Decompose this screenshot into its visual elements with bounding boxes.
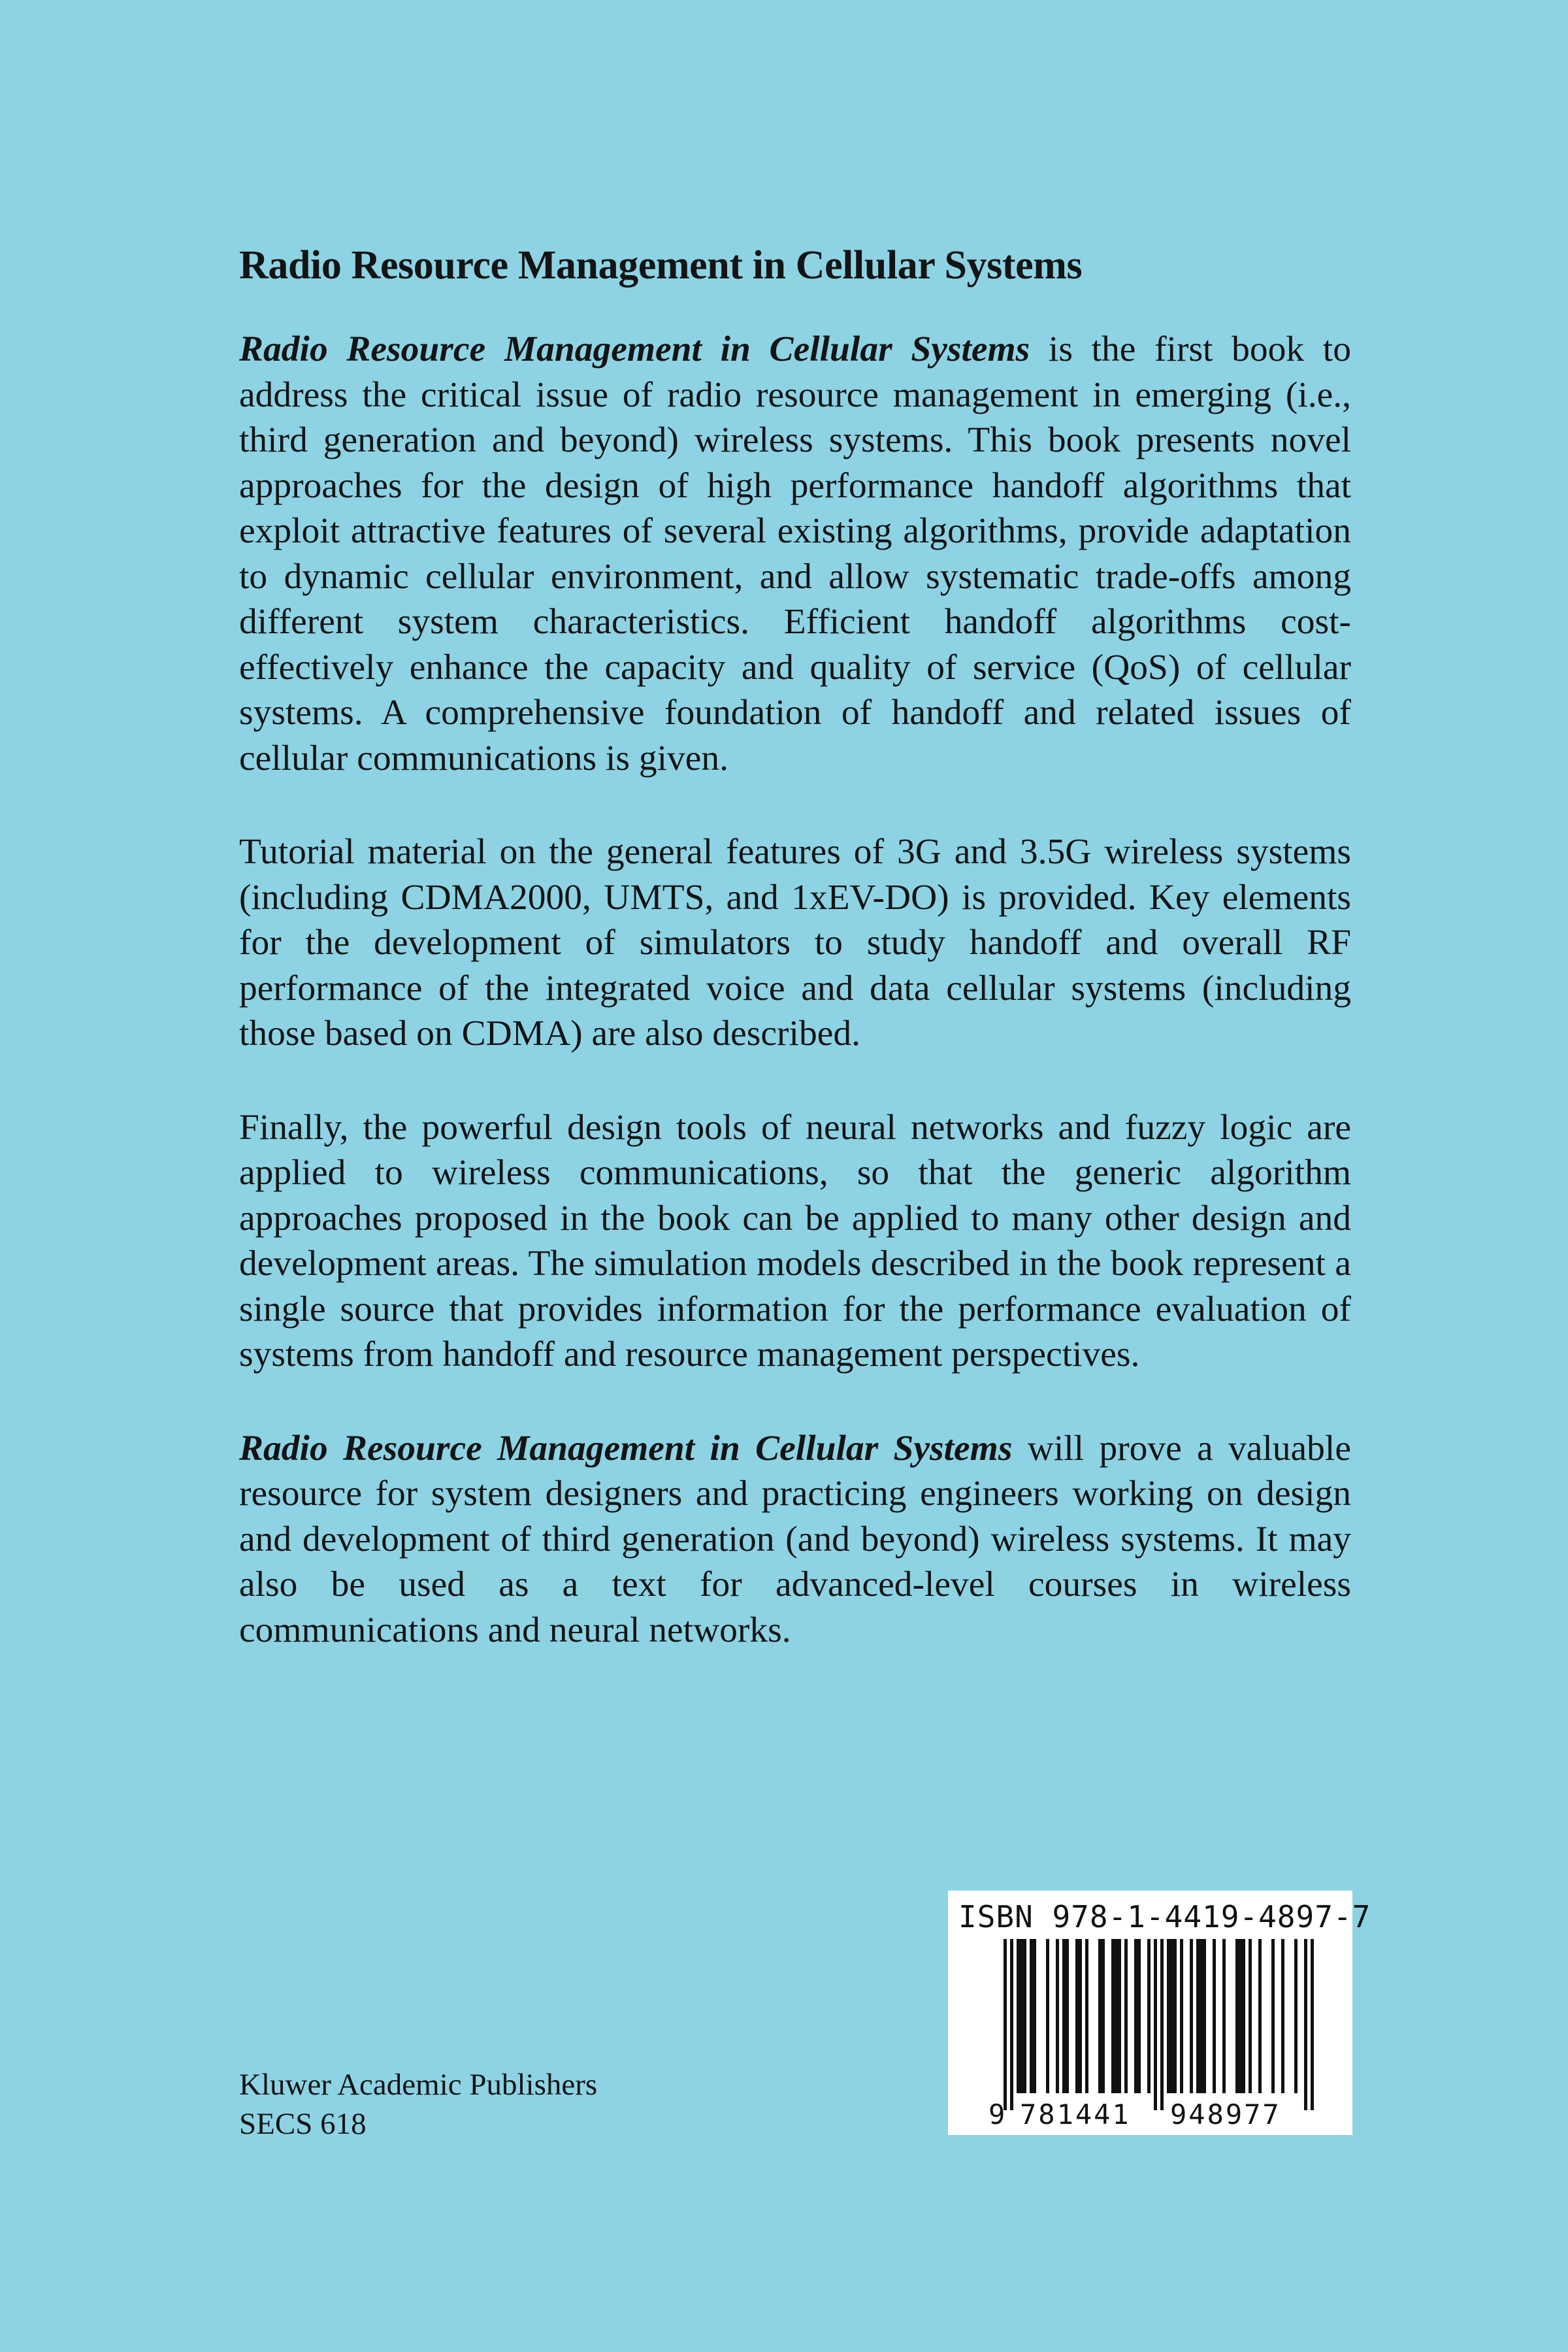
cover-text-block: [239, 243, 1351, 1701]
barcode-bar: [1098, 1939, 1102, 2093]
barcode-bar: [1258, 1939, 1262, 2093]
description-paragraph-4: [239, 1426, 1351, 1653]
barcode-bar: [1046, 1939, 1049, 2093]
publisher-info: [239, 2065, 597, 2144]
barcode-bar: [1115, 1939, 1118, 2093]
ean-right-group: 948977: [1170, 2098, 1281, 2130]
barcode-bar: [1242, 1939, 1245, 2093]
barcode-bar: [1147, 1939, 1151, 2093]
barcode-bar: [1056, 1939, 1059, 2093]
barcode-bar: [1066, 1939, 1069, 2093]
barcode-bar: [1180, 1939, 1183, 2093]
barcode-bar: [1085, 1939, 1088, 2093]
barcode-bar: [1311, 1939, 1314, 2110]
barcode-bar: [1004, 1939, 1007, 2110]
description-paragraph-3: [239, 1105, 1351, 1378]
barcode-bar: [1137, 1939, 1141, 2093]
barcode-bar: [1190, 1939, 1193, 2093]
barcode-bar: [1271, 1939, 1275, 2093]
publisher-name: Kluwer Academic Publishers: [239, 2068, 598, 2102]
paragraph-text: is the first book to address the critical issue of radio resource management in emerging (i.e., third generation and beyond) wireless systems. This book presents novel approaches for the design of high performance handoff algorithms that exploit attractive features of several existing algorithms, provide adaptation to dynamic cellular environment, and allow systematic trade-offs among different system characteristics. Efficient handoff algorithms cost-effectively enhance the capacity and quality of service (QoS) of cellular systems. A comprehensive foundation of handoff and related issues of cellular communications is given.: [239, 329, 1351, 778]
barcode-bar: [1213, 1939, 1216, 2093]
barcode-bar: [1111, 1939, 1115, 2093]
barcode-bar: [1294, 1939, 1298, 2093]
book-title-italic: Radio Resource Management in Cellular Systems: [239, 1428, 1013, 1468]
barcode-bar: [1030, 1939, 1033, 2093]
barcode-bar: [1196, 1939, 1200, 2093]
isbn-label: ISBN 978-1-4419-4897-7: [958, 1899, 1371, 1934]
barcode-bar: [1017, 1939, 1020, 2093]
barcode-bar: [1173, 1939, 1177, 2093]
barcode-bar: [1062, 1939, 1066, 2093]
barcode-bar: [1079, 1939, 1082, 2093]
barcode-bar: [1239, 1939, 1242, 2093]
barcode-bar: [1200, 1939, 1203, 2093]
barcode-bar: [1102, 1939, 1105, 2093]
ean-first-digit: 9: [988, 2098, 1005, 2130]
ean-digits: [948, 2098, 1352, 2135]
barcode-bar: [1235, 1939, 1239, 2093]
paragraph-text: Finally, the powerful design tools of neural networks and fuzzy logic are applied to wireless communications, so that the generic algorithm approaches proposed in the book can be applied to many other design and development areas. The simulation models described in the book represent a single source that provides information for the performance evaluation of systems from handoff and resource management perspectives.: [239, 1107, 1351, 1375]
barcode-bar: [1020, 1939, 1023, 2093]
series-number: SECS 618: [239, 2107, 367, 2141]
barcode-bar: [1249, 1939, 1252, 2093]
book-title-italic: Radio Resource Management in Cellular Systems: [239, 329, 1030, 370]
paragraph-text: will prove a valuable resource for system designers and practicing engineers working on design and development of third generation (and beyond) wireless systems. It may also be used as a text for advanced-level courses in wireless communications and neural networks.: [239, 1428, 1351, 1650]
barcode-bar: [1134, 1939, 1137, 2093]
barcode-bar: [1203, 1939, 1206, 2093]
barcode-bar: [1222, 1939, 1226, 2093]
barcode-bar: [1167, 1939, 1170, 2093]
isbn-barcode: [948, 1891, 1371, 2135]
barcode-bar: [1170, 1939, 1173, 2093]
barcode-bar: [1304, 1939, 1307, 2110]
paragraph-text: Tutorial material on the general features of 3G and 3.5G wireless systems (including CDMA2000, UMTS, and 1xEV-DO) is provided. Key elements for the development of simulators to study handoff and overall RF performance of the integrated voice and data cellular systems (including those based on CDMA) are also described.: [239, 832, 1351, 1054]
barcode-bar: [1010, 1939, 1013, 2110]
barcode-bar: [1124, 1939, 1128, 2093]
description-paragraph-2: [239, 829, 1351, 1057]
book-title: Radio Resource Management in Cellular Systems: [239, 243, 1083, 288]
barcode-bar: [1154, 1939, 1157, 2110]
barcode-bars: [948, 1936, 1352, 2113]
ean-left-group: 781441: [1020, 2098, 1131, 2130]
description-paragraph-1: [239, 327, 1351, 781]
barcode-bar: [1281, 1939, 1284, 2093]
barcode-bar: [1033, 1939, 1036, 2093]
barcode-bar: [1075, 1939, 1079, 2093]
barcode-bar: [1023, 1939, 1026, 2093]
barcode-bar: [1160, 1939, 1164, 2110]
barcode-bar: [1118, 1939, 1121, 2093]
